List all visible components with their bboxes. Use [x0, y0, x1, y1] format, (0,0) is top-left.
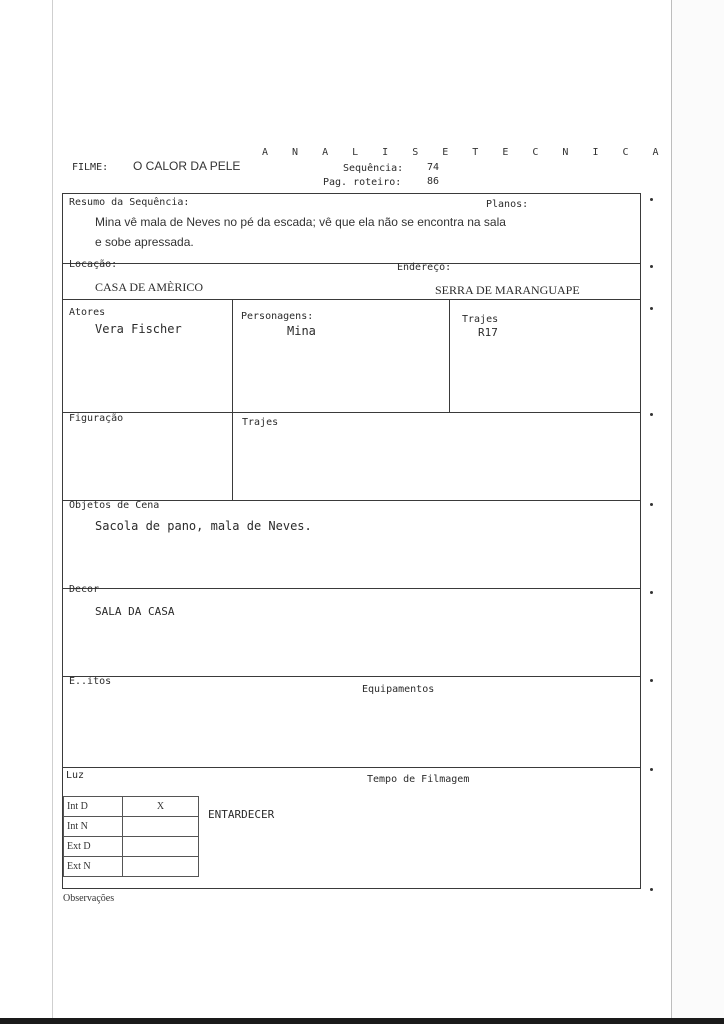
scan-right-margin — [671, 0, 724, 1024]
resumo-line-1: Mina vê mala de Neves no pé da escada; vê que ela não se encontra na sala — [95, 215, 506, 229]
trajes-2-label: Trajes — [242, 417, 279, 428]
figuracao-label: Figuração — [69, 413, 124, 424]
luz-row — [64, 817, 199, 837]
filme-label: FILME: — [72, 162, 109, 173]
atores-label: Atores — [69, 307, 106, 318]
divider-decor — [62, 676, 641, 677]
margin-dot — [650, 198, 653, 201]
entardecer-value: ENTARDECER — [208, 808, 275, 821]
luz-label: Luz — [66, 770, 85, 781]
resumo-line-2: e sobe apressada. — [95, 235, 194, 249]
equipamentos-label: Equipamentos — [362, 684, 435, 695]
luz-row-mark — [123, 857, 199, 877]
tempo-filmagem-label: Tempo de Filmagem — [367, 774, 470, 785]
pag-roteiro-label: Pag. roteiro: — [323, 177, 402, 188]
objetos-value: Sacola de pano, mala de Neves. — [95, 519, 312, 533]
decor-value: SALA DA CASA — [95, 605, 175, 618]
sequencia-value: 74 — [427, 162, 440, 173]
margin-dot — [650, 413, 653, 416]
luz-row-mark: X — [123, 797, 199, 817]
endereco-label: Endereço: — [397, 262, 452, 273]
decor-label: Decor — [69, 584, 100, 595]
divider-objetos — [62, 588, 641, 589]
objetos-label: Objetos de Cena — [69, 500, 160, 511]
personagens-value: Mina — [287, 324, 316, 338]
luz-row-label: Int D — [64, 797, 123, 817]
trajes-label: Trajes — [462, 314, 499, 325]
margin-dot — [650, 591, 653, 594]
luz-row-label: Int N — [64, 817, 123, 837]
margin-dot — [650, 265, 653, 268]
personagens-label: Personagens: — [241, 311, 314, 322]
luz-table — [63, 796, 199, 877]
margin-dot — [650, 768, 653, 771]
locacao-value: CASA DE AMÈRICO — [95, 280, 204, 294]
luz-row — [64, 837, 199, 857]
resumo-label: Resumo da Sequência: — [69, 197, 190, 208]
divider-locacao — [62, 299, 641, 300]
form-title: A N A L I S E T E C N I C A — [262, 147, 668, 158]
luz-row — [64, 797, 199, 817]
endereco-value: SERRA DE MARANGUAPE — [435, 283, 580, 297]
atores-value: Vera Fischer — [95, 322, 182, 336]
observacoes-label: Observações — [63, 893, 115, 904]
divider-atores — [62, 412, 641, 413]
luz-row — [64, 857, 199, 877]
scan-bottom-edge — [0, 1018, 724, 1024]
margin-dot — [650, 307, 653, 310]
margin-dot — [650, 503, 653, 506]
divider-efeitos — [62, 767, 641, 768]
trajes-value: R17 — [478, 326, 498, 339]
margin-dot — [650, 888, 653, 891]
luz-row-label: Ext N — [64, 857, 123, 877]
luz-row-mark — [123, 837, 199, 857]
locacao-label: Locação: — [69, 259, 118, 270]
planos-label: Planos: — [486, 199, 529, 210]
scan-left-margin — [0, 0, 53, 1024]
divider-personagens-trajes — [449, 299, 450, 412]
divider-atores-personagens — [232, 299, 233, 500]
sequencia-label: Sequência: — [343, 163, 404, 174]
efeitos-label: E..itos — [69, 676, 112, 687]
luz-row-mark — [123, 817, 199, 837]
luz-row-label: Ext D — [64, 837, 123, 857]
pag-roteiro-value: 86 — [427, 176, 440, 187]
filme-value: O CALOR DA PELE — [133, 159, 241, 173]
divider-resumo — [62, 263, 641, 264]
margin-dot — [650, 679, 653, 682]
